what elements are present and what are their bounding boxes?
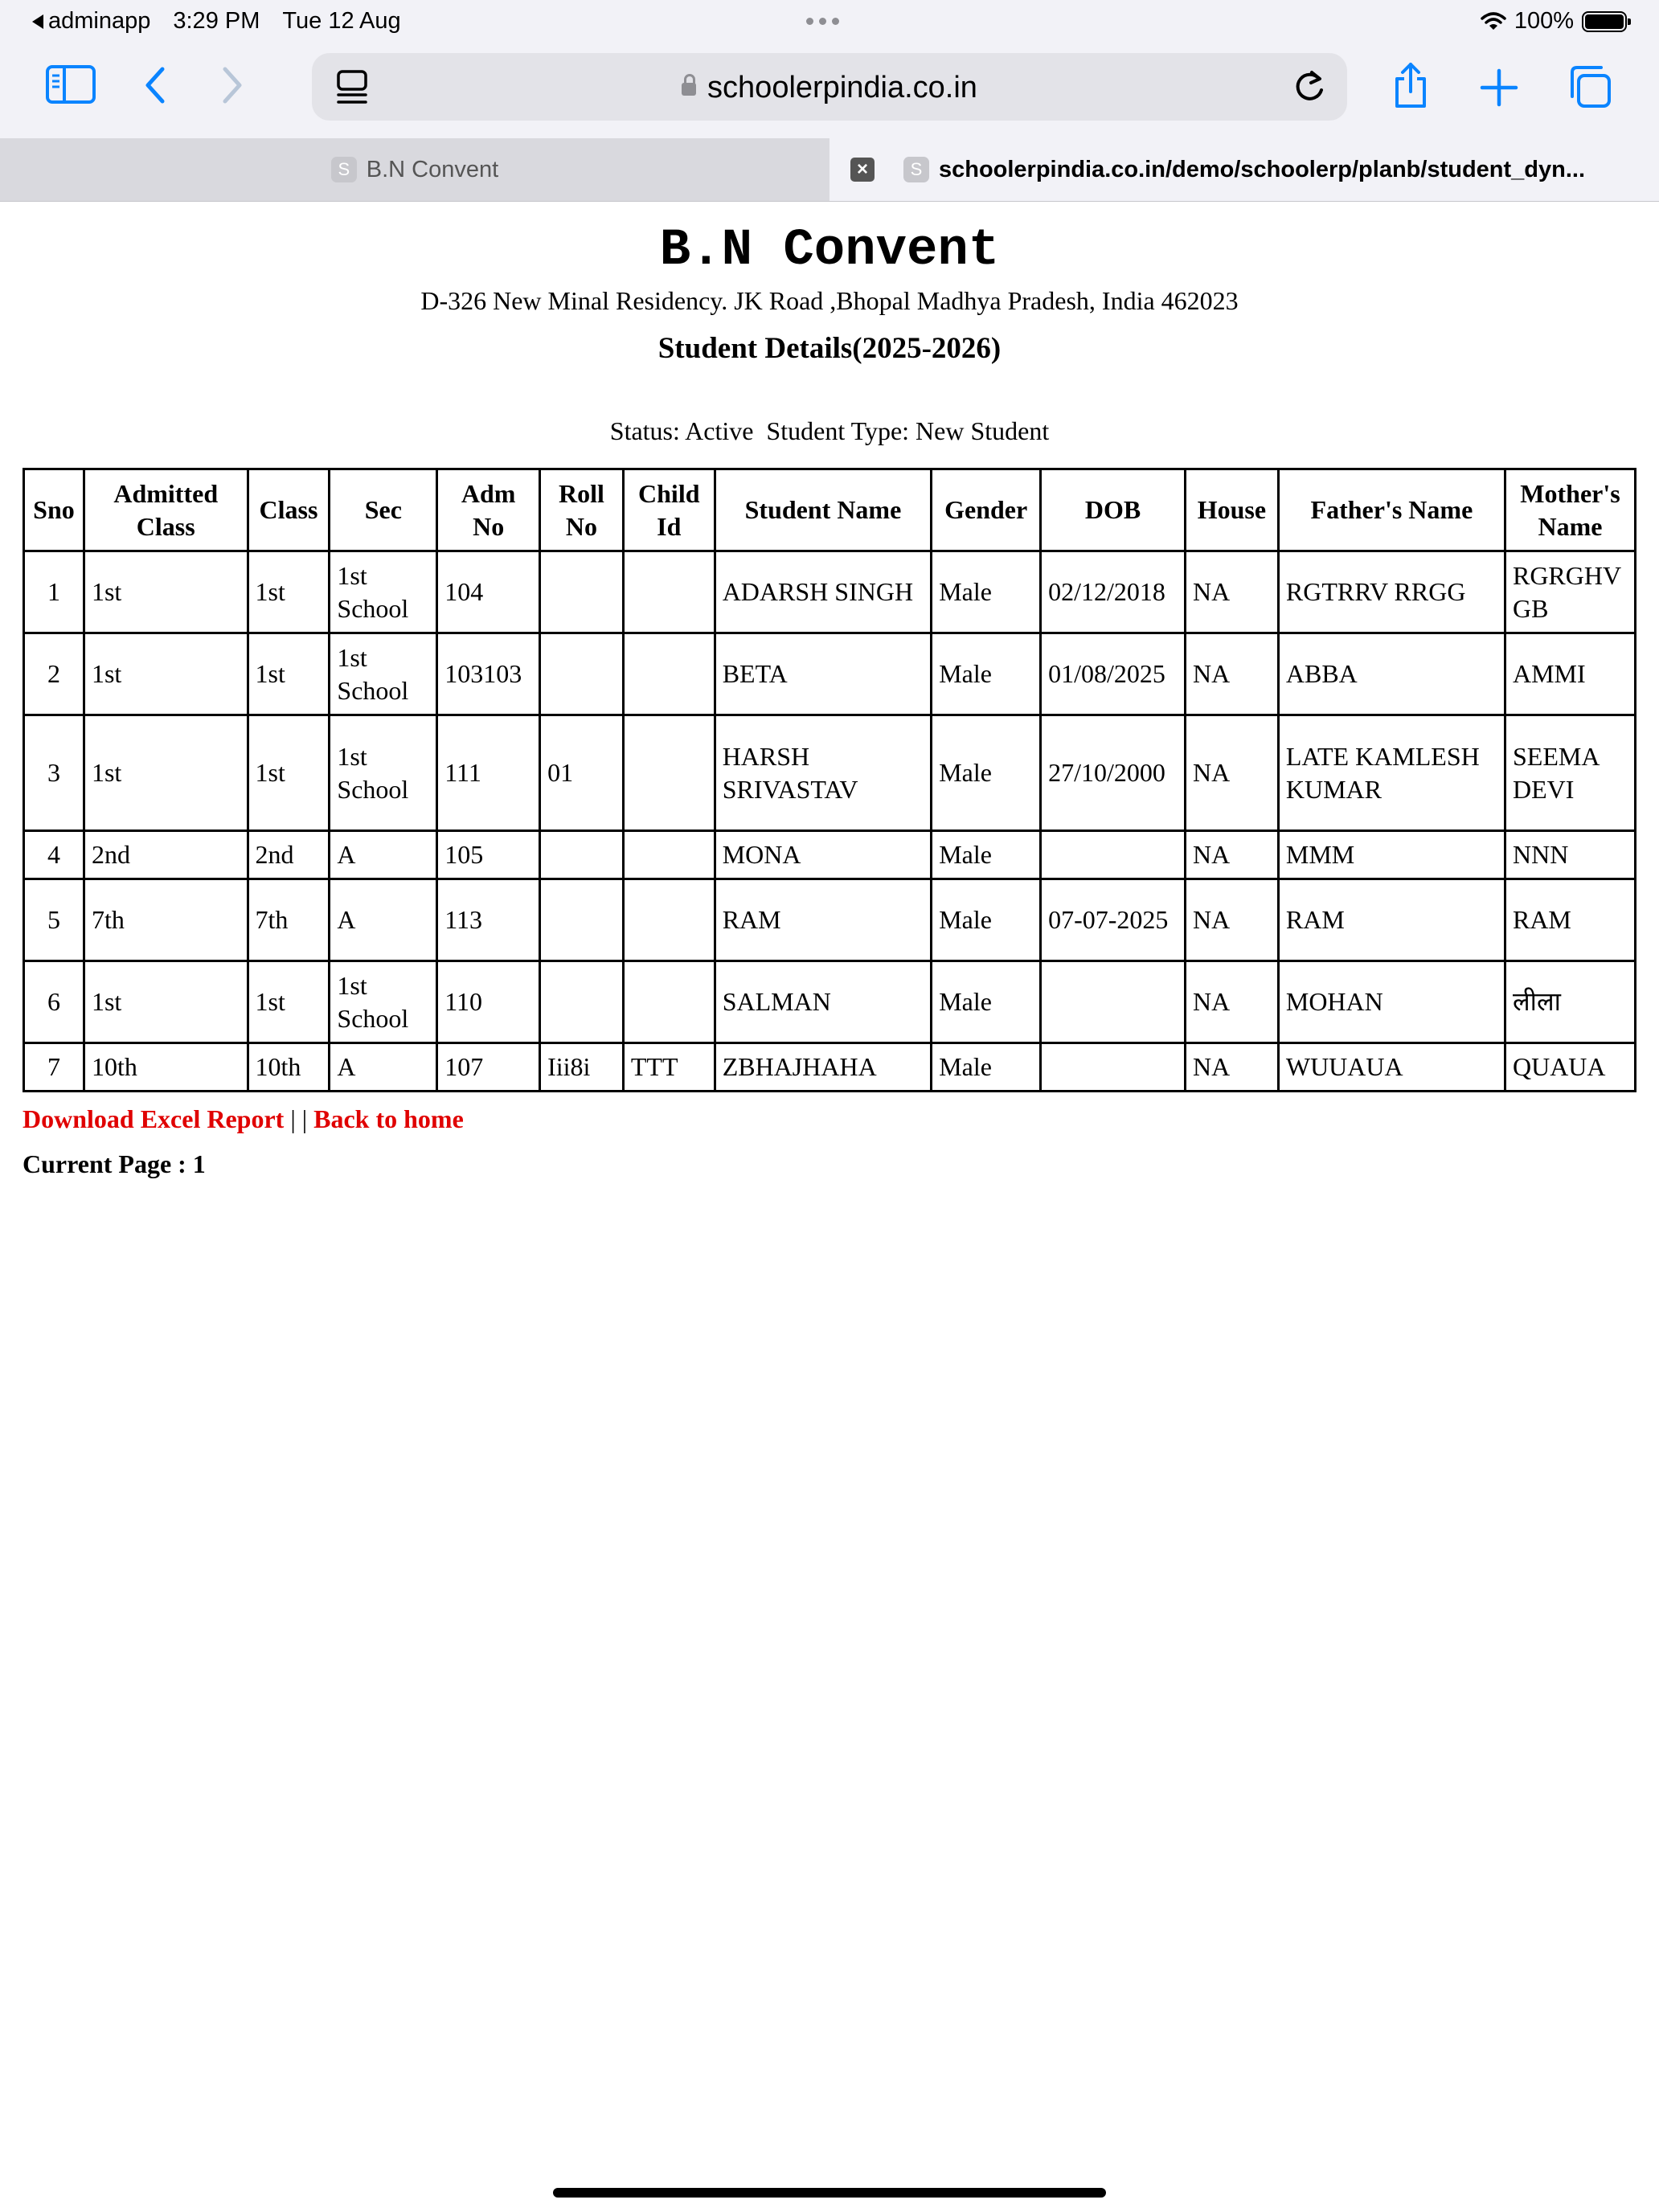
table-cell: BETA bbox=[715, 633, 932, 715]
reload-icon[interactable] bbox=[1292, 69, 1326, 104]
table-cell: 1st bbox=[84, 551, 248, 633]
table-cell: 103103 bbox=[437, 633, 540, 715]
table-cell: A bbox=[330, 1043, 437, 1092]
table-cell: 1st bbox=[248, 551, 330, 633]
tab-label: B.N Convent bbox=[366, 156, 499, 182]
table-cell: RAM bbox=[1505, 879, 1635, 961]
table-cell bbox=[540, 551, 624, 633]
table-row bbox=[24, 961, 1636, 1043]
table-cell bbox=[1041, 1043, 1186, 1092]
table-cell: 27/10/2000 bbox=[1041, 715, 1186, 831]
column-header: Sno bbox=[24, 469, 84, 551]
column-header: Child Id bbox=[623, 469, 715, 551]
table-cell: 113 bbox=[437, 879, 540, 961]
multitasking-dots-icon[interactable] bbox=[806, 18, 839, 25]
table-cell bbox=[623, 961, 715, 1043]
table-cell: 4 bbox=[24, 831, 84, 879]
table-cell: RAM bbox=[1278, 879, 1505, 961]
school-name: B.N Convent bbox=[659, 222, 1000, 280]
column-header: Mother's Name bbox=[1505, 469, 1635, 551]
table-cell: Iii8i bbox=[540, 1043, 624, 1092]
column-header: Student Name bbox=[715, 469, 932, 551]
tab-bar bbox=[0, 138, 1659, 202]
table-cell: 1st bbox=[84, 961, 248, 1043]
current-page-label: Current Page : 1 bbox=[23, 1149, 206, 1178]
table-cell: 104 bbox=[437, 551, 540, 633]
table-cell bbox=[540, 831, 624, 879]
table-cell: 110 bbox=[437, 961, 540, 1043]
table-cell: HARSH SRIVASTAV bbox=[715, 715, 932, 831]
column-header: Gender bbox=[932, 469, 1041, 551]
table-cell: ABBA bbox=[1278, 633, 1505, 715]
table-cell: 1 bbox=[24, 551, 84, 633]
table-cell: NA bbox=[1185, 551, 1278, 633]
table-cell: Male bbox=[932, 633, 1041, 715]
table-cell: NA bbox=[1185, 961, 1278, 1043]
table-cell: RGTRRV RRGG bbox=[1278, 551, 1505, 633]
table-cell: 2nd bbox=[248, 831, 330, 879]
table-cell: NA bbox=[1185, 831, 1278, 879]
table-cell: MOHAN bbox=[1278, 961, 1505, 1043]
back-chevron-icon[interactable] bbox=[143, 66, 167, 104]
table-cell: 2 bbox=[24, 633, 84, 715]
table-row bbox=[24, 1043, 1636, 1092]
wifi-icon bbox=[1481, 12, 1506, 31]
table-cell: 1st School bbox=[330, 961, 437, 1043]
table-cell: 7th bbox=[248, 879, 330, 961]
lock-icon bbox=[682, 83, 696, 96]
table-cell bbox=[1041, 831, 1186, 879]
table-cell bbox=[623, 879, 715, 961]
table-cell: 1st bbox=[84, 715, 248, 831]
table-cell: Male bbox=[932, 831, 1041, 879]
table-cell: 01/08/2025 bbox=[1041, 633, 1186, 715]
site-favicon-icon: S bbox=[331, 157, 357, 182]
table-row bbox=[24, 551, 1636, 633]
table-cell: 01 bbox=[540, 715, 624, 831]
table-cell: लीला bbox=[1505, 961, 1635, 1043]
table-cell: 7th bbox=[84, 879, 248, 961]
table-cell: 1st bbox=[248, 961, 330, 1043]
table-cell: 105 bbox=[437, 831, 540, 879]
column-header: Class bbox=[248, 469, 330, 551]
table-cell: 1st School bbox=[330, 551, 437, 633]
battery-percent: 100% bbox=[1514, 8, 1574, 34]
table-cell: 10th bbox=[248, 1043, 330, 1092]
table-row bbox=[24, 831, 1636, 879]
column-header: Father's Name bbox=[1278, 469, 1505, 551]
address-text: schoolerpindia.co.in bbox=[707, 71, 977, 104]
table-cell bbox=[540, 633, 624, 715]
table-cell: AMMI bbox=[1505, 633, 1635, 715]
table-cell: ADARSH SINGH bbox=[715, 551, 932, 633]
table-cell: Male bbox=[932, 1043, 1041, 1092]
table-row bbox=[24, 633, 1636, 715]
table-cell: WUUAUA bbox=[1278, 1043, 1505, 1092]
table-cell: 02/12/2018 bbox=[1041, 551, 1186, 633]
table-cell: SEEMA DEVI bbox=[1505, 715, 1635, 831]
table-cell: ZBHAJHAHA bbox=[715, 1043, 932, 1092]
table-cell: NA bbox=[1185, 879, 1278, 961]
back-to-home-link[interactable]: Back to home bbox=[313, 1104, 464, 1133]
table-cell: Male bbox=[932, 961, 1041, 1043]
table-cell: 1st School bbox=[330, 633, 437, 715]
school-address: D-326 New Minal Residency. JK Road ,Bhopal Madhya Pradesh, India 462023 bbox=[420, 286, 1239, 315]
forward-chevron-icon[interactable] bbox=[220, 66, 244, 104]
status-date: Tue 12 Aug bbox=[282, 8, 401, 34]
column-header: House bbox=[1185, 469, 1278, 551]
table-cell: NA bbox=[1185, 633, 1278, 715]
table-cell: RAM bbox=[715, 879, 932, 961]
browser-toolbar bbox=[0, 45, 1659, 138]
column-header: Roll No bbox=[540, 469, 624, 551]
table-cell: MONA bbox=[715, 831, 932, 879]
tab-bn-convent[interactable] bbox=[0, 138, 830, 201]
site-favicon-icon: S bbox=[903, 157, 929, 182]
table-cell: 6 bbox=[24, 961, 84, 1043]
table-cell: Male bbox=[932, 879, 1041, 961]
table-cell bbox=[623, 551, 715, 633]
table-cell: MMM bbox=[1278, 831, 1505, 879]
status-bar bbox=[0, 0, 1659, 45]
table-cell: NA bbox=[1185, 1043, 1278, 1092]
students-table bbox=[23, 468, 1636, 1092]
download-excel-link[interactable]: Download Excel Report bbox=[23, 1104, 285, 1133]
table-cell: 10th bbox=[84, 1043, 248, 1092]
table-cell: LATE KAMLESH KUMAR bbox=[1278, 715, 1505, 831]
table-cell: 1st bbox=[84, 633, 248, 715]
table-cell bbox=[540, 879, 624, 961]
column-header: Sec bbox=[330, 469, 437, 551]
table-cell bbox=[623, 715, 715, 831]
column-header: Admitted Class bbox=[84, 469, 248, 551]
table-cell: 7 bbox=[24, 1043, 84, 1092]
link-separator: | | bbox=[284, 1104, 314, 1133]
table-cell bbox=[623, 831, 715, 879]
table-cell: QUAUA bbox=[1505, 1043, 1635, 1092]
table-cell: Male bbox=[932, 715, 1041, 831]
back-to-app-link[interactable] bbox=[32, 8, 150, 35]
table-cell: 2nd bbox=[84, 831, 248, 879]
address-bar[interactable] bbox=[312, 53, 1347, 121]
table-cell: 1st bbox=[248, 633, 330, 715]
table-cell: TTT bbox=[623, 1043, 715, 1092]
share-icon[interactable] bbox=[1391, 61, 1431, 109]
back-app-label: adminapp bbox=[48, 8, 151, 34]
status-time: 3:29 PM bbox=[173, 8, 260, 34]
table-row bbox=[24, 879, 1636, 961]
tab-label: schoolerpindia.co.in/demo/schoolerp/planb/student_dyn... bbox=[938, 156, 1586, 182]
table-cell: 111 bbox=[437, 715, 540, 831]
close-tab-icon[interactable]: × bbox=[850, 158, 875, 182]
table-cell: 3 bbox=[24, 715, 84, 831]
table-row bbox=[24, 715, 1636, 831]
tab-student-details[interactable] bbox=[830, 138, 1659, 201]
table-cell: A bbox=[330, 831, 437, 879]
table-cell bbox=[1041, 961, 1186, 1043]
battery-icon bbox=[1582, 11, 1627, 32]
table-cell bbox=[623, 633, 715, 715]
sidebar-icon[interactable] bbox=[45, 64, 96, 104]
table-cell: 1st School bbox=[330, 715, 437, 831]
table-cell bbox=[540, 961, 624, 1043]
table-cell: 107 bbox=[437, 1043, 540, 1092]
back-arrow-icon bbox=[32, 14, 43, 29]
report-links bbox=[23, 1104, 464, 1134]
table-cell: NNN bbox=[1505, 831, 1635, 879]
table-cell: SALMAN bbox=[715, 961, 932, 1043]
table-cell: 1st bbox=[248, 715, 330, 831]
table-cell: 5 bbox=[24, 879, 84, 961]
column-header: DOB bbox=[1041, 469, 1186, 551]
column-header: Adm No bbox=[437, 469, 540, 551]
table-cell: 07-07-2025 bbox=[1041, 879, 1186, 961]
table-cell: RGRGHV GB bbox=[1505, 551, 1635, 633]
table-cell: Male bbox=[932, 551, 1041, 633]
new-tab-icon[interactable] bbox=[1479, 68, 1519, 108]
report-title: Student Details(2025-2026) bbox=[657, 332, 1002, 365]
table-cell: NA bbox=[1185, 715, 1278, 831]
report-filters: Status: Active Student Type: New Student bbox=[609, 416, 1050, 445]
table-cell: A bbox=[330, 879, 437, 961]
table-body bbox=[24, 551, 1636, 1092]
table-header-row bbox=[24, 469, 1636, 551]
tabs-overview-icon[interactable] bbox=[1566, 64, 1614, 109]
home-indicator[interactable] bbox=[553, 2188, 1106, 2198]
